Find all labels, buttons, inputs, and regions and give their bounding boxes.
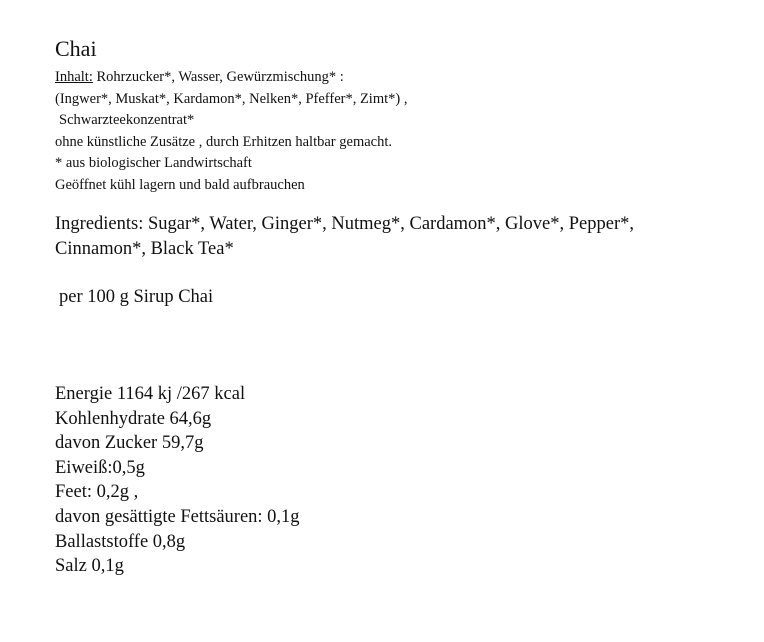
product-title: Chai [55,36,97,61]
nutrition-protein: Eiweiß:0,5g [55,457,145,478]
nutrition-list [55,382,300,579]
german-ingredients-block [55,67,407,196]
english-ingredients-block [55,212,634,262]
nutrition-saturated-fat: davon gesättigte Fettsäuren: 0,1g [55,506,300,527]
organic-note: * aus biologischer Landwirtschaft [55,155,252,171]
nutrition-sugar: davon Zucker 59,7g [55,433,204,454]
english-ingredients-line-1: Ingredients: Sugar*, Water, Ginger*, Nutmeg*, Cardamon*, Glove*, Pepper*, [55,214,635,234]
ingredients-label-de: Inhalt: [55,69,93,85]
nutrition-energy: Energie 1164 kj /267 kcal [55,384,246,404]
per-100g-label: per 100 g Sirup Chai [59,287,214,307]
english-ingredients-line-2: Cinnamon*, Black Tea* [55,239,234,259]
storage-note: Geöffnet kühl lagern und bald aufbrauchen [55,176,305,193]
nutrition-fiber: Ballaststoffe 0,8g [55,531,186,552]
nutrition-salt: Salz 0,1g [55,556,124,577]
spice-mix-line: (Ingwer*, Muskat*, Kardamon*, Nelken*, Pfeffer*, Zimt*) , [55,90,408,107]
ingredients-text-de: Rohrzucker*, Wasser, Gewürzmischung* : [92,69,344,85]
black-tea-line: Schwarzteekonzentrat* [59,112,195,128]
german-ingredients-line [55,67,407,89]
nutrition-carbohydrates: Kohlenhydrate 64,6g [55,408,212,429]
preservation-note: ohne künstliche Zusätze , durch Erhitzen haltbar gemacht. [55,133,392,150]
nutrition-fat: Feet: 0,2g , [55,482,139,503]
